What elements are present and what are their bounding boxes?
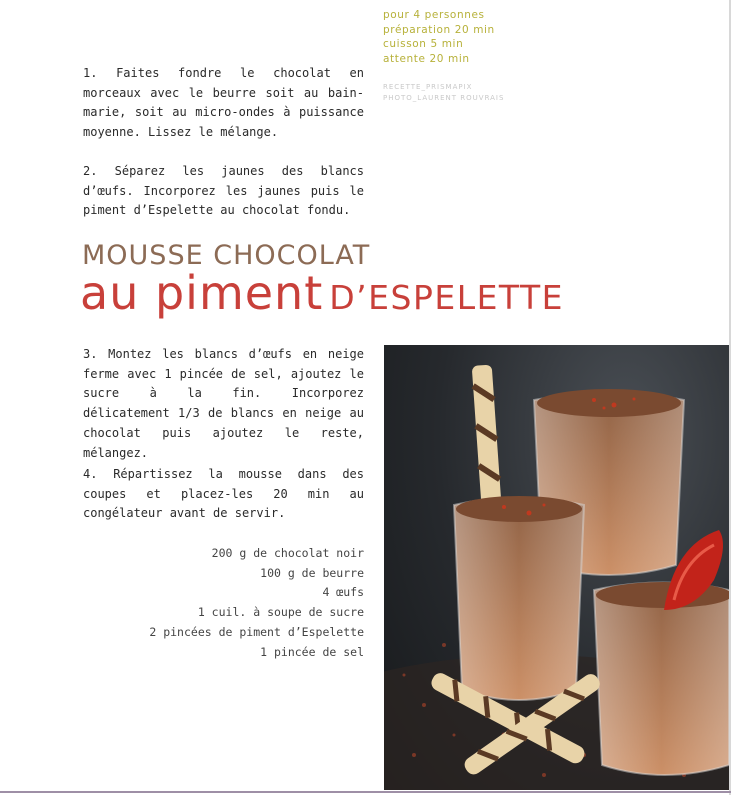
cooking-time: cuisson 5 min bbox=[383, 38, 464, 50]
ingredient-item: 4 œufs bbox=[322, 585, 364, 600]
mousse-photo-illustration bbox=[384, 345, 729, 790]
ingredient-item: 2 pincées de piment d’Espelette bbox=[149, 624, 364, 639]
step-1: 1. Faites fondre le chocolat en morceaux avec le beurre soit au bain-marie, soit au micro-ondes à puissance moyenne. Lissez le mélange. bbox=[83, 66, 364, 140]
step-4: 4. Répartissez la mousse dans des coupes et placez-les 20 min au congélateur avant de servir. bbox=[83, 467, 364, 521]
step-3: 3. Montez les blancs d’œufs en neige ferme avec 1 pincée de sel, ajoutez le sucre à la fin. Incorporez délicatement 1/3 de blancs en neige au chocolat puis ajoutez le reste, mélangez. bbox=[83, 347, 364, 460]
recipe-credit: RECETTE_PRISMAPIX bbox=[383, 83, 473, 91]
ingredients-list bbox=[120, 544, 364, 662]
glass-right bbox=[594, 582, 729, 775]
page-bottom-rule bbox=[0, 791, 731, 793]
photo-credit: PHOTO_LAURENT ROUVRAIS bbox=[383, 94, 505, 102]
glass-left bbox=[454, 496, 584, 700]
recipe-title-line2 bbox=[80, 266, 564, 320]
ingredient-item: 100 g de beurre bbox=[260, 565, 364, 580]
ingredient-item: 1 cuil. à soupe de sucre bbox=[197, 605, 364, 620]
step-2: 2. Séparez les jaunes des blancs d’œufs. Incorporez les jaunes puis le piment d’Espelette au chocolat fondu. bbox=[83, 164, 364, 218]
preparation-time: préparation 20 min bbox=[383, 23, 495, 36]
title-main: au piment bbox=[80, 266, 324, 320]
ingredient-item: 1 pincée de sel bbox=[260, 644, 364, 659]
waiting-time: attente 20 min bbox=[383, 52, 470, 65]
mousse-photo bbox=[384, 345, 729, 790]
servings-text: pour 4 personnes bbox=[383, 9, 485, 21]
ingredient-item: 200 g de chocolat noir bbox=[211, 546, 364, 560]
title-suffix: D’ESPELETTE bbox=[329, 278, 565, 317]
recipe-meta bbox=[383, 8, 495, 66]
recipe-title-line1: MOUSSE CHOCOLAT bbox=[82, 240, 371, 271]
credits bbox=[383, 82, 504, 104]
